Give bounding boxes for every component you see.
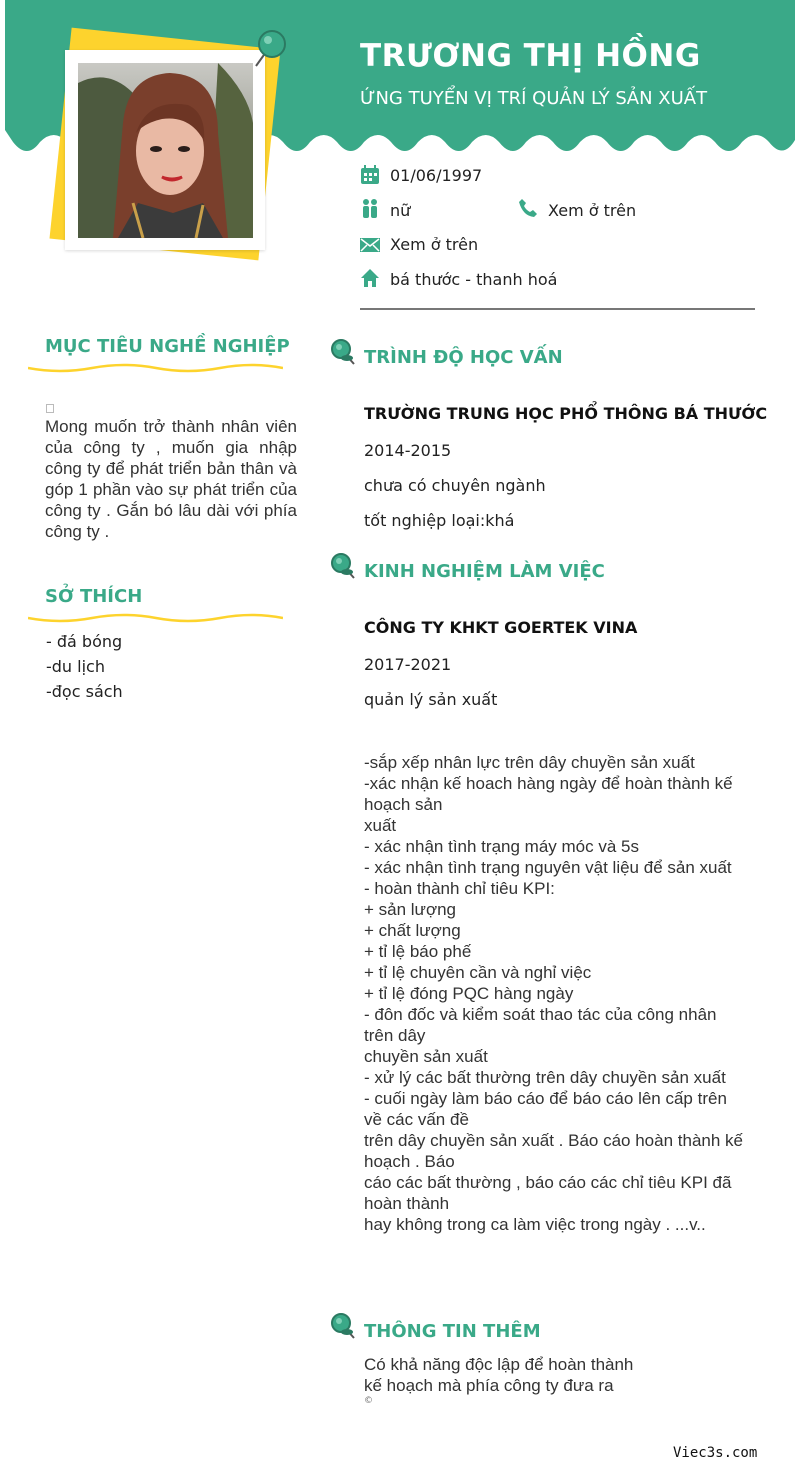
birthday: 01/06/1997 (390, 166, 483, 185)
hobbies-title: SỞ THÍCH (45, 586, 143, 607)
footer-watermark[interactable]: Viec3s.com (673, 1445, 758, 1461)
objective-text: Mong muốn trở thành nhân viên của công ty , muốn gia nhập công ty để phát triển bản thân và góp 1 phần vào sự phát triển của công ty . Gắn bó lâu dài với phía công ty . (45, 417, 297, 541)
experience-position: quản lý sản xuất (364, 690, 498, 709)
home-icon (360, 268, 380, 288)
hobby-item: -du lịch (46, 657, 105, 676)
additional-title: THÔNG TIN THÊM (364, 1321, 541, 1342)
hobby-item: - đá bóng (46, 632, 123, 651)
profile-photo (78, 63, 253, 238)
email-icon (360, 235, 380, 255)
candidate-name: TRƯƠNG THỊ HỒNG (360, 38, 701, 74)
address: bá thước - thanh hoá (390, 270, 558, 289)
calendar-icon (360, 165, 380, 185)
pushpin-icon (330, 1312, 356, 1340)
phone: Xem ở trên (548, 201, 637, 220)
education-major: chưa có chuyên ngành (364, 476, 546, 495)
additional-text: Có khả năng độc lập để hoàn thành kế hoạch mà phía công ty đưa ra (364, 1355, 634, 1395)
hobby-item: -đọc sách (46, 682, 123, 701)
objective-title: MỤC TIÊU NGHỀ NGHIỆP (45, 336, 290, 357)
objective-marker (46, 404, 54, 413)
pushpin-icon (330, 552, 356, 580)
gender-icon (360, 199, 380, 219)
experience-duties: -sắp xếp nhân lực trên dây chuyền sản xuất -xác nhận kế hoach hàng ngày để hoàn thành kế hoạch sản xuất - xác nhận tình trạng máy móc và 5s - xác nhận tình trạng nguyên vật liệu để sản xuất - hoàn thành chỉ tiêu KPI: + sản lượng + chất lượng + tỉ lệ báo phế + tỉ lệ chuyên cần và nghỉ việc + tỉ lệ đóng PQC hàng ngày - đôn đốc và kiểm soát thao tác của công nhân trên dây chuyền sản xuất - xử lý các bất thường trên dây chuyền sản xuất - cuối ngày làm báo cáo để báo cáo lên cấp trên về các vấn đề trên dây chuyền sản xuất . Báo cáo hoàn thành kế hoạch . Báo cáo các bất thường , báo cáo các chỉ tiêu KPI đã hoàn thành hay không trong ca làm việc trong ngày . ...v.. (364, 753, 743, 1234)
experience-title: KINH NGHIỆM LÀM VIỆC (364, 561, 605, 582)
education-title: TRÌNH ĐỘ HỌC VẤN (364, 347, 563, 368)
pushpin-icon (330, 338, 356, 366)
contact-divider (360, 308, 755, 310)
hobbies-underline (28, 612, 283, 624)
company-name: CÔNG TY KHKT GOERTEK VINA (364, 618, 638, 637)
email: Xem ở trên (390, 235, 479, 254)
objective-underline (28, 362, 283, 374)
copyright-mark: © (364, 1396, 373, 1406)
experience-period: 2017-2021 (364, 655, 452, 674)
applied-position: ỨNG TUYỂN VỊ TRÍ QUẢN LÝ SẢN XUẤT (360, 88, 708, 109)
education-period: 2014-2015 (364, 441, 452, 460)
school-name: TRƯỜNG TRUNG HỌC PHỔ THÔNG BÁ THƯỚC (364, 404, 768, 423)
phone-icon (518, 198, 538, 218)
education-grade: tốt nghiệp loại:khá (364, 511, 515, 530)
gender: nữ (390, 201, 411, 220)
pushpin-icon (248, 24, 290, 72)
